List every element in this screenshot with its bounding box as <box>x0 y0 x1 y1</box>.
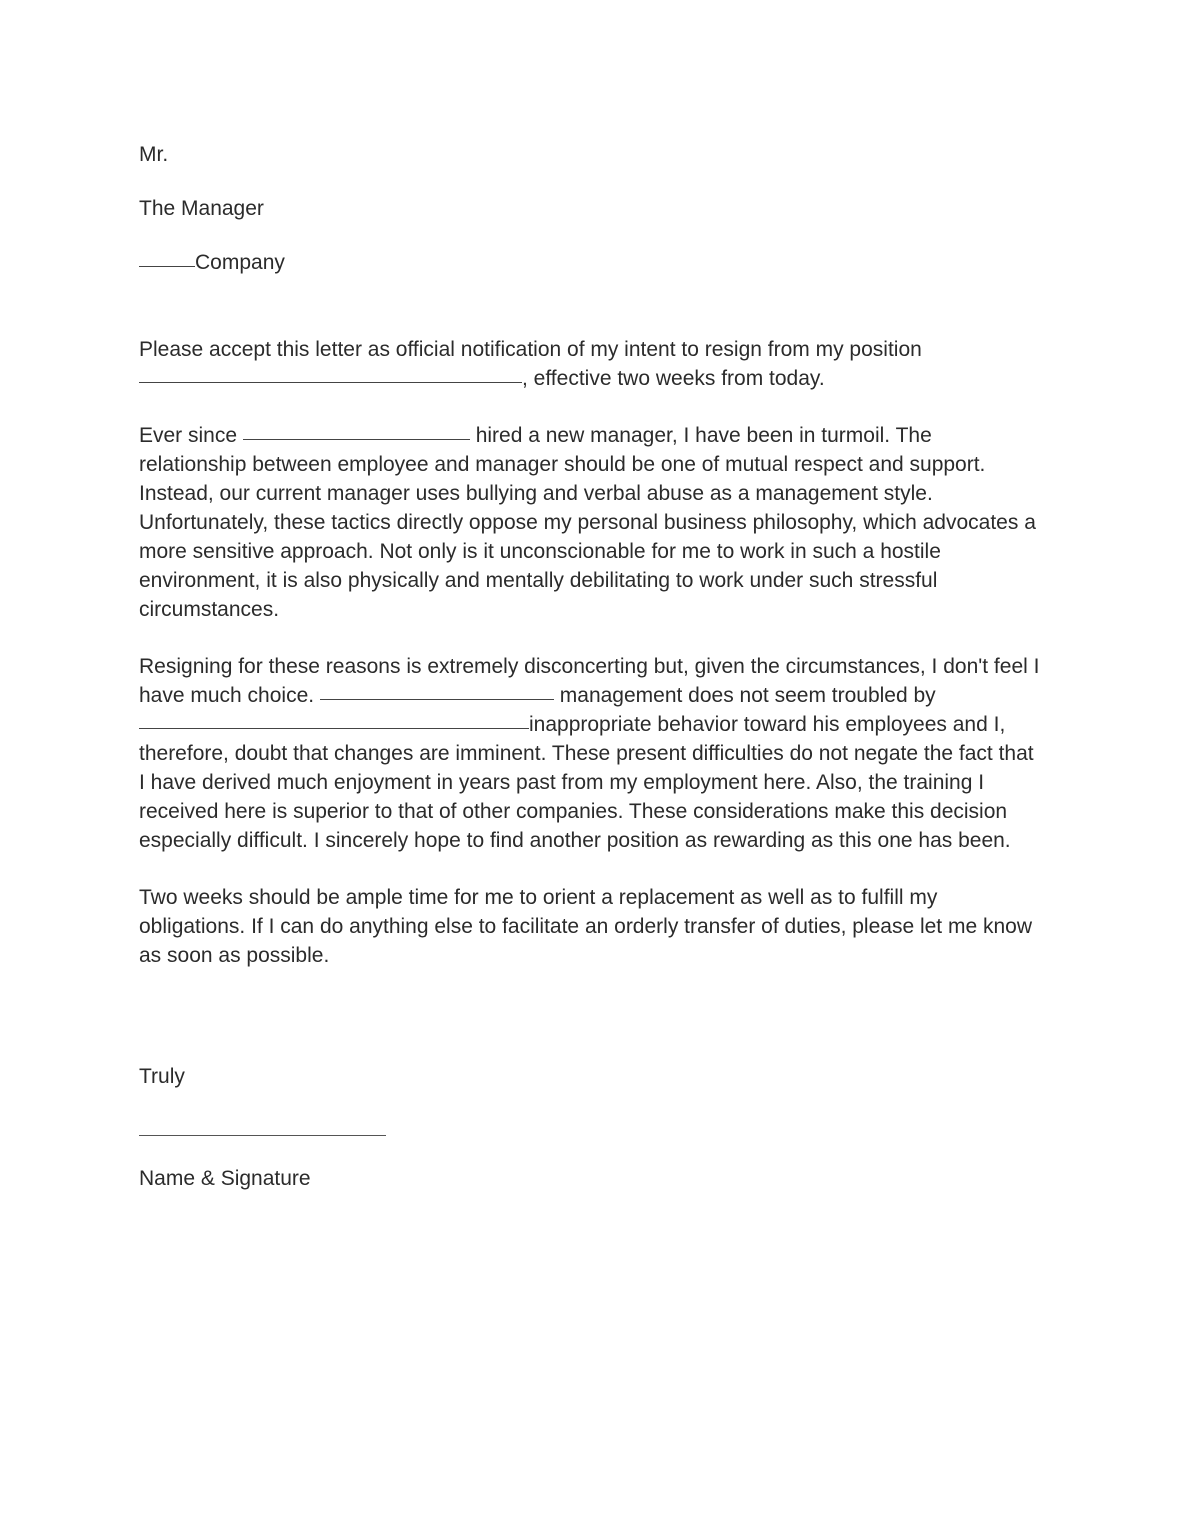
paragraph-3-segment-1: Resigning for these reasons is extremely disconcerting but, given the circumstances, I don't feel I have much choice. <box>139 655 1040 707</box>
closing-spacer <box>139 998 1041 1062</box>
paragraph-1-text-before: Please accept this letter as official notification of my intent to resign from my position <box>139 338 922 361</box>
paragraph-transition-offer <box>139 883 1041 970</box>
recipient-company-line <box>139 248 1041 277</box>
recipient-title-text: The Manager <box>139 197 264 220</box>
troubled-by-blank-field[interactable] <box>139 712 529 729</box>
position-blank-field[interactable] <box>139 366 522 383</box>
signature-label: Name & Signature <box>139 1167 311 1190</box>
signature-label-spacer <box>139 1136 1041 1164</box>
paragraph-1-text-after: , effective two weeks from today. <box>522 367 825 390</box>
ever-since-blank-field[interactable] <box>243 423 470 440</box>
signature-spacer <box>139 1091 1041 1135</box>
management-blank-field[interactable] <box>320 683 554 700</box>
paragraph-3-segment-2: management does not seem troubled by <box>553 684 936 707</box>
recipient-title <box>139 194 1041 223</box>
paragraph-disconcerting <box>139 652 1041 855</box>
paragraph-reason-turmoil <box>139 421 1041 624</box>
paragraph-3-segment-3: inappropriate behavior toward his employees and I, therefore, doubt that changes are imminent. These present difficulties do not negate the fact that I have derived much enjoyment in years past from my employment here. Also, the training I received here is superior to that of other companies. These considerations make this decision especially difficult. I sincerely hope to find another position as rewarding as this one has been. <box>139 713 1034 852</box>
recipient-company-text: Company <box>195 251 285 274</box>
paragraph-2-text-before: Ever since <box>139 424 243 447</box>
company-blank-field[interactable] <box>139 250 195 267</box>
paragraph-2-text-after: hired a new manager, I have been in turmoil. The relationship between employee and manager should be one of mutual respect and support. Instead, our current manager uses bullying and verbal abuse as a management style. Unfortunately, these tactics directly oppose my personal business philosophy, which advocates a more sensitive approach. Not only is it unconscionable for me to work in such a hostile environment, it is also physically and mentally debilitating to work under such stressful circumstances. <box>139 424 1036 621</box>
paragraph-intent-to-resign <box>139 335 1041 393</box>
paragraph-4-text: Two weeks should be ample time for me to orient a replacement as well as to fulfill my obligations. If I can do anything else to facilitate an orderly transfer of duties, please let me know as soon as possible. <box>139 886 1033 967</box>
resignation-letter-body <box>139 140 1041 1193</box>
valediction: Truly <box>139 1065 185 1088</box>
recipient-salutation: Mr. <box>139 143 169 166</box>
address-body-spacer <box>139 302 1041 335</box>
